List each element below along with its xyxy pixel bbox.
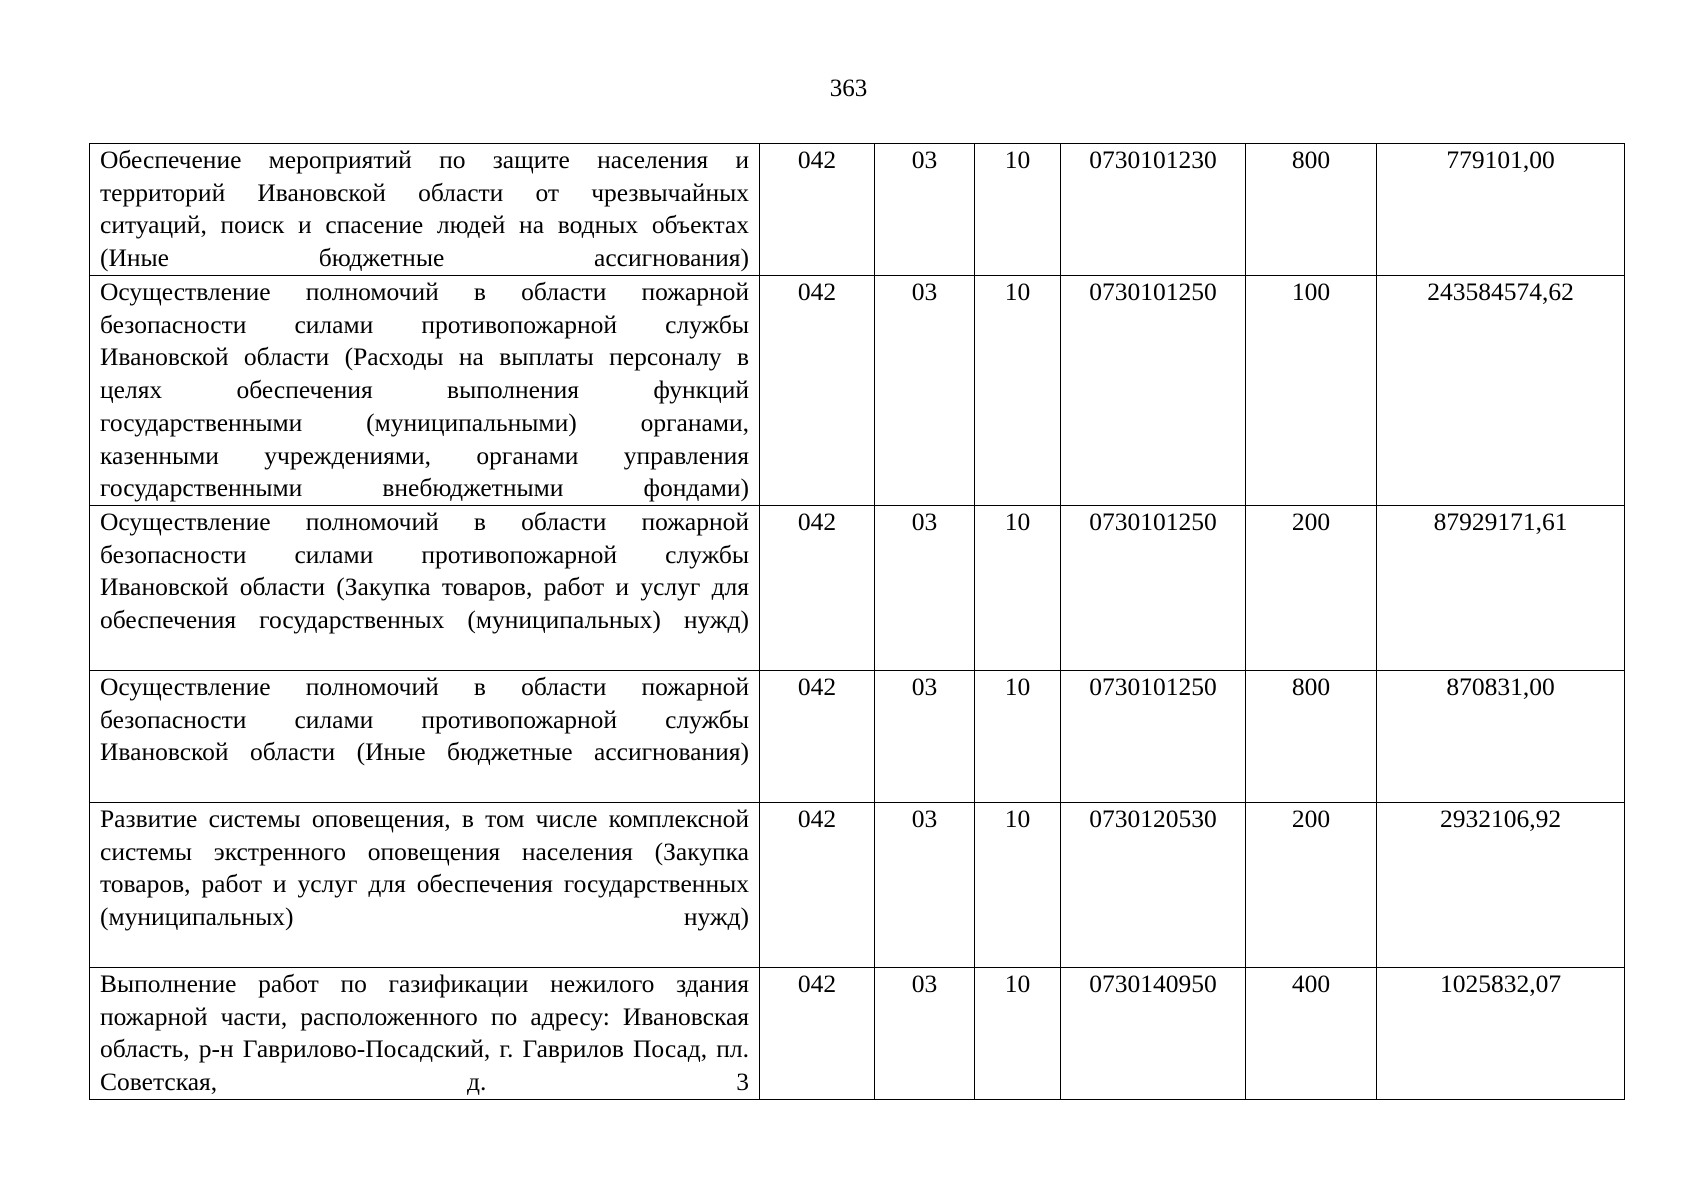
table-row [90,671,1625,803]
row-ministry-code: 042 [760,144,875,276]
table-row [90,276,1625,506]
row-ministry-code: 042 [760,968,875,1100]
row-subsection-code: 10 [975,506,1061,671]
table-row [90,803,1625,968]
row-subsection-code: 10 [975,671,1061,803]
row-target-article-code: 0730120530 [1061,803,1246,968]
row-description: Осуществление полномочий в области пожарной безопасности силами противопожарной службы Ивановской области (Закупка товаров, работ и услуг для обеспечения государственных (муниципальных) нужд) [90,506,760,671]
row-description: Обеспечение мероприятий по защите населения и территорий Ивановской области от чрезвычайных ситуаций, поиск и спасение людей на водных объектах (Иные бюджетные ассигнования) [90,144,760,276]
row-amount: 1025832,07 [1377,968,1625,1100]
row-amount: 870831,00 [1377,671,1625,803]
row-description: Осуществление полномочий в области пожарной безопасности силами противопожарной службы Ивановской области (Расходы на выплаты персоналу в целях обеспечения выполнения функций государственными (муниципальными) органами, казенными учреждениями, органами управления государственными внебюджетными фондами) [90,276,760,506]
row-ministry-code: 042 [760,803,875,968]
row-expense-type-code: 200 [1246,506,1377,671]
row-target-article-code: 0730140950 [1061,968,1246,1100]
row-expense-type-code: 800 [1246,671,1377,803]
row-subsection-code: 10 [975,144,1061,276]
row-ministry-code: 042 [760,671,875,803]
row-description: Развитие системы оповещения, в том числе комплексной системы экстренного оповещения населения (Закупка товаров, работ и услуг для обеспечения государственных (муниципальных) нужд) [90,803,760,968]
row-target-article-code: 0730101230 [1061,144,1246,276]
row-section-code: 03 [875,803,975,968]
row-amount: 2932106,92 [1377,803,1625,968]
row-description: Выполнение работ по газификации нежилого здания пожарной части, расположенного по адресу: Ивановская область, р-н Гаврилово-Посадский, г. Гаврилов Посад, пл. Советская, д. 3 [90,968,760,1100]
row-amount: 243584574,62 [1377,276,1625,506]
row-section-code: 03 [875,671,975,803]
budget-table [89,143,1625,1100]
row-expense-type-code: 800 [1246,144,1377,276]
row-expense-type-code: 100 [1246,276,1377,506]
row-amount: 87929171,61 [1377,506,1625,671]
row-subsection-code: 10 [975,276,1061,506]
row-section-code: 03 [875,276,975,506]
row-section-code: 03 [875,506,975,671]
table-row [90,506,1625,671]
row-target-article-code: 0730101250 [1061,506,1246,671]
row-ministry-code: 042 [760,276,875,506]
row-subsection-code: 10 [975,968,1061,1100]
table-row [90,968,1625,1100]
row-target-article-code: 0730101250 [1061,276,1246,506]
page-number: 363 [829,75,868,102]
row-ministry-code: 042 [760,506,875,671]
row-subsection-code: 10 [975,803,1061,968]
row-section-code: 03 [875,144,975,276]
row-description: Осуществление полномочий в области пожарной безопасности силами противопожарной службы Ивановской области (Иные бюджетные ассигнования) [90,671,760,803]
table-row [90,144,1625,276]
row-expense-type-code: 200 [1246,803,1377,968]
row-target-article-code: 0730101250 [1061,671,1246,803]
row-expense-type-code: 400 [1246,968,1377,1100]
row-amount: 779101,00 [1377,144,1625,276]
row-section-code: 03 [875,968,975,1100]
